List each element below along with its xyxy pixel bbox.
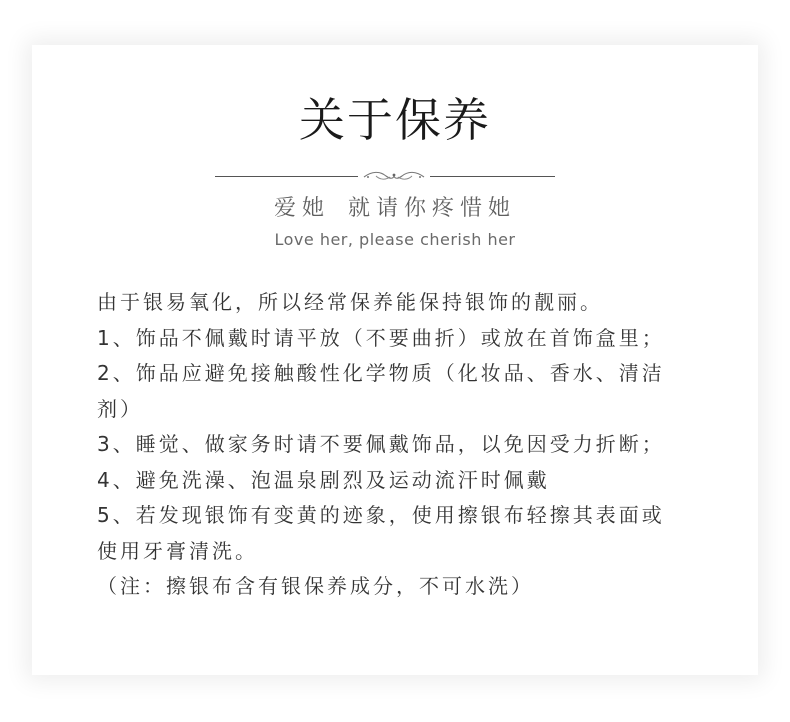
intro-text: 由于银易氧化，所以经常保养能保持银饰的靓丽。 <box>97 290 603 314</box>
care-instructions <box>97 285 727 605</box>
slogan-part-2: 就请你疼惜她 <box>348 196 517 221</box>
english-subtitle: Love her, please cherish her <box>274 230 516 249</box>
slogan <box>0 194 790 224</box>
instruction-2: 2、饰品应避免接触酸性化学物质（化妆品、香水、清洁 <box>97 361 665 385</box>
instruction-3: 3、睡觉、做家务时请不要佩戴饰品，以免因受力折断； <box>97 432 665 456</box>
instruction-2-continued: 剂） <box>97 396 143 421</box>
note-text: （注：擦银布含有银保养成分，不可水洗） <box>97 574 534 598</box>
page-title: 关于保养 <box>299 93 491 147</box>
instruction-1: 1、饰品不佩戴时请平放（不要曲折）或放在首饰盒里； <box>97 325 665 350</box>
slogan-part-1: 爱她 <box>273 196 330 221</box>
divider-right <box>430 176 555 177</box>
instruction-5: 5、若发现银饰有变黄的迹象，使用擦银布轻擦其表面或 <box>97 503 665 527</box>
instruction-4: 4、避免洗澡、泡温泉剧烈及运动流汗时佩戴 <box>97 467 550 492</box>
flourish-ornament-icon <box>362 168 426 184</box>
instruction-5-continued: 使用牙膏清洗。 <box>97 538 258 563</box>
divider-left <box>215 176 358 177</box>
